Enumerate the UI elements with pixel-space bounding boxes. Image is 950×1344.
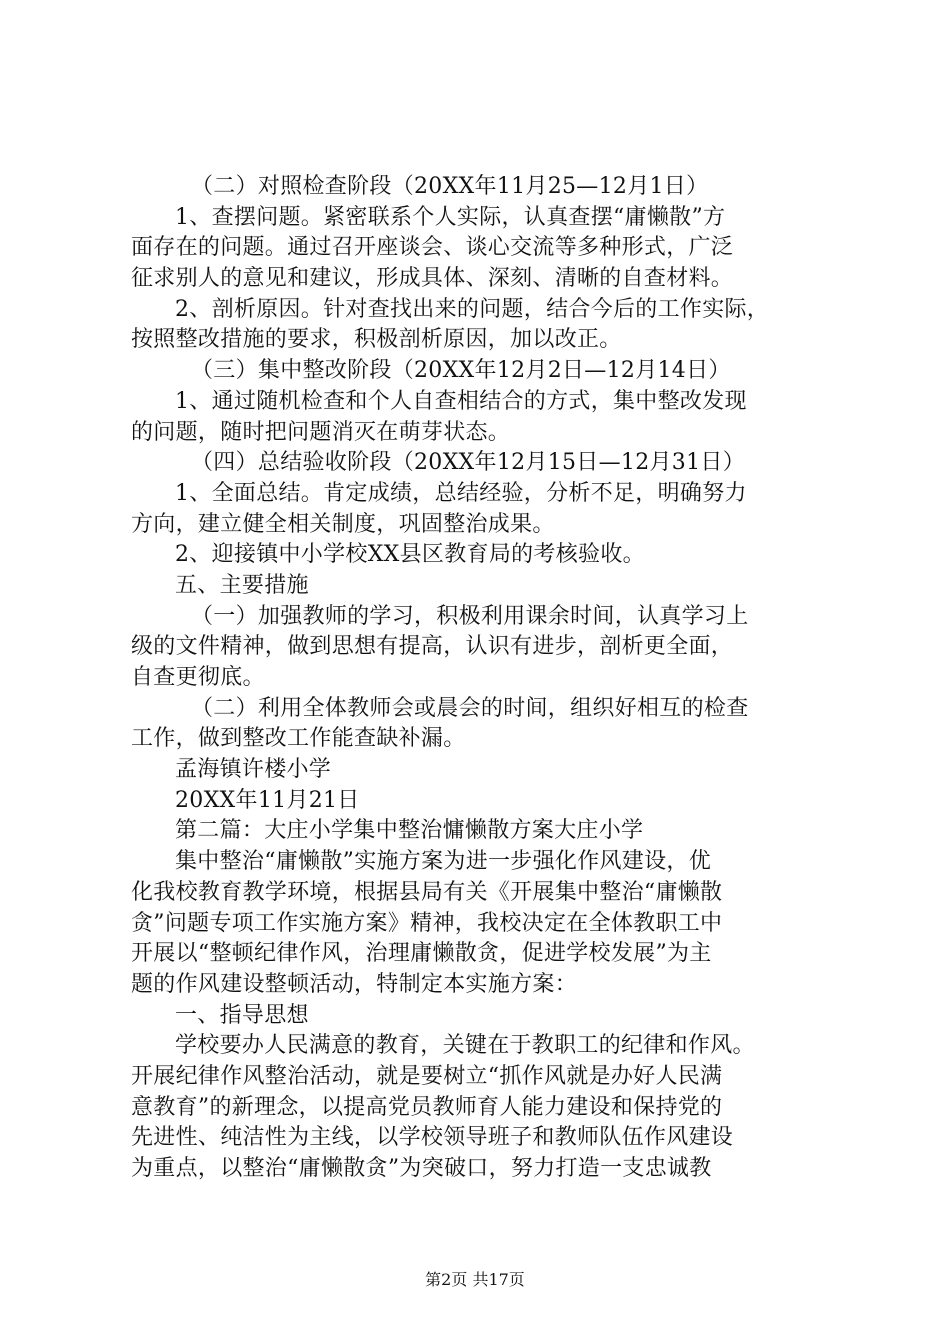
document-line: 按照整改措施的要求，积极剖析原因，加以改正。 xyxy=(131,327,622,353)
document-line: 题的作风建设整顿活动，特制定本实施方案： xyxy=(131,971,578,997)
page-footer: 第2页 共17页 xyxy=(425,1270,525,1289)
document-body xyxy=(131,172,833,1185)
document-line: 第二篇：大庄小学集中整治慵懒散方案大庄小学 xyxy=(175,818,644,844)
document-line: 2、迎接镇中小学校XX县区教育局的考核验收。 xyxy=(175,542,645,568)
document-line: 自查更彻底。 xyxy=(131,665,265,690)
document-line: 一、指导思想 xyxy=(175,1002,309,1028)
document-line: 先进性、纯洁性为主线，以学校领导班子和教师队伍作风建设 xyxy=(131,1125,734,1151)
document-line: 征求别人的意见和建议，形成具体、深刻、清晰的自查材料。 xyxy=(131,266,734,292)
document-line: 工作，做到整改工作能查缺补漏。 xyxy=(131,726,466,752)
document-line: 面存在的问题。通过召开座谈会、谈心交流等多种形式，广泛 xyxy=(131,235,734,261)
document-line: 意教育”的新理念，以提高党员教师育人能力建设和保持党的 xyxy=(131,1094,723,1120)
document-line: 学校要办人民满意的教育，关键在于教职工的纪律和作风。 xyxy=(175,1033,755,1059)
document-line: 1、全面总结。肯定成绩，总结经验，分析不足，明确努力 xyxy=(175,480,747,506)
document-line: 五、主要措施 xyxy=(175,572,309,598)
document-line: （二）对照检查阶段（20XX年11月25—12月1日） xyxy=(191,174,709,199)
document-line: 1、查摆问题。紧密联系个人实际，认真查摆“庸懒散”方 xyxy=(175,204,726,230)
document-line: 的问题，随时把问题消灭在萌芽状态。 xyxy=(131,419,511,445)
document-line: 贪”问题专项工作实施方案》精神，我校决定在全体教职工中 xyxy=(131,910,723,936)
document-line: （四）总结验收阶段（20XX年12月15日—12月31日） xyxy=(191,450,745,476)
document-line: 2、剖析原因。针对查找出来的问题，结合今后的工作实际， xyxy=(175,296,770,322)
document-line: 1、通过随机检查和个人自查相结合的方式，集中整改发现 xyxy=(175,388,747,414)
document-line: （二）利用全体教师会或晨会的时间，组织好相互的检查 xyxy=(191,695,749,721)
document-line: 方向，建立健全相关制度，巩固整治成果。 xyxy=(131,511,555,537)
document-line: 孟海镇许楼小学 xyxy=(175,757,332,783)
document-line: 级的文件精神，做到思想有提高，认识有进步，剖析更全面， xyxy=(131,634,734,660)
document-line: 开展以“整顿纪律作风，治理庸懒散贪，促进学校发展”为主 xyxy=(131,941,712,967)
document-line: 化我校教育教学环境，根据县局有关《开展集中整治“庸懒散 xyxy=(131,879,723,905)
document-line: 为重点，以整治“庸懒散贪”为突破口，努力打造一支忠诚教 xyxy=(131,1156,712,1181)
document-line: （三）集中整改阶段（20XX年12月2日—12月14日） xyxy=(191,358,731,384)
document-line: 开展纪律作风整治活动，就是要树立“抓作风就是办好人民满 xyxy=(131,1063,723,1089)
document-line: 20XX年11月21日 xyxy=(175,787,360,813)
document-line: （一）加强教师的学习，积极利用课余时间，认真学习上 xyxy=(191,603,749,629)
document-line: 集中整治“庸懒散”实施方案为进一步强化作风建设，优 xyxy=(175,849,711,875)
